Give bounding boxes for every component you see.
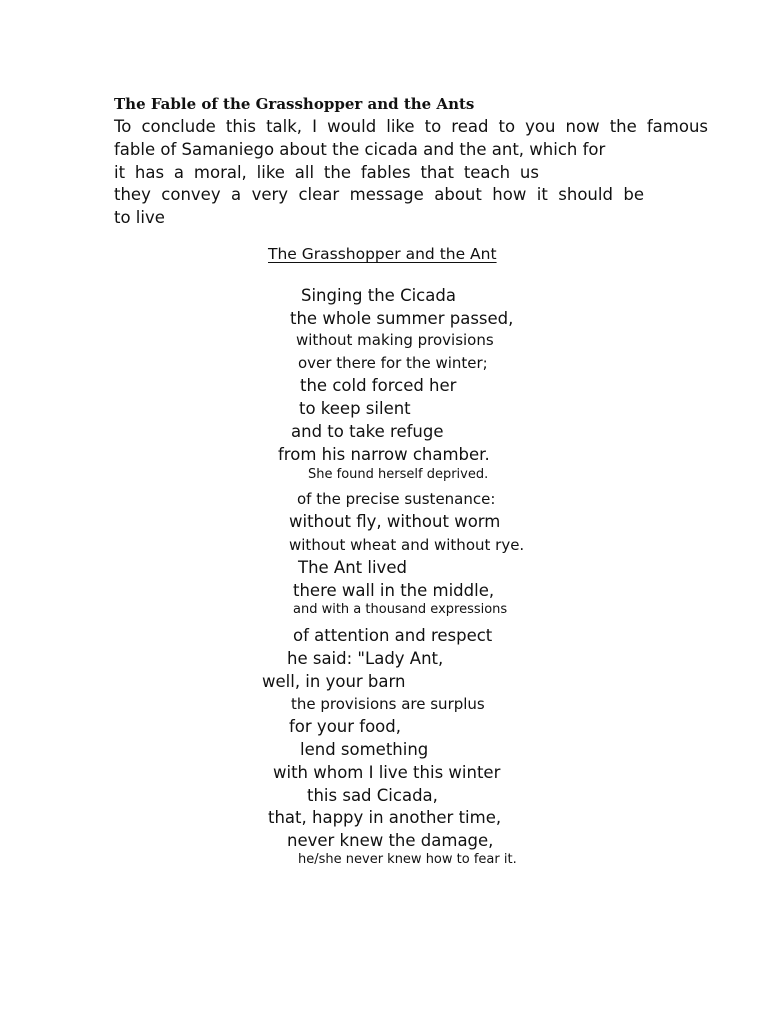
poem-line: to keep silent: [299, 399, 411, 418]
intro-line-3: it has a moral, like all the fables that teach us: [114, 163, 539, 182]
poem-line: the whole summer passed,: [290, 309, 514, 328]
poem-line: well, in your barn: [262, 672, 406, 691]
poem-line: the provisions are surplus: [291, 695, 485, 713]
poem-line: from his narrow chamber.: [278, 445, 490, 464]
poem-line: this sad Cicada,: [307, 786, 438, 805]
poem-line: that, happy in another time,: [268, 808, 502, 827]
poem-line: never knew the damage,: [287, 831, 494, 850]
poem-line: without wheat and without rye.: [289, 536, 525, 554]
poem-line: without fly, without worm: [289, 512, 501, 531]
poem-line: the cold forced her: [300, 376, 457, 395]
poem-line: of attention and respect: [293, 626, 493, 645]
poem-line: without making provisions: [296, 331, 494, 349]
poem-line: there wall in the middle,: [293, 581, 495, 600]
poem-line: with whom I live this winter: [273, 763, 501, 782]
document-title: The Fable of the Grasshopper and the Ants: [114, 95, 475, 113]
poem-line: and with a thousand expressions: [293, 602, 508, 617]
poem-line: and to take refuge: [291, 422, 444, 441]
intro-line-5: to live: [114, 208, 165, 227]
poem-title: The Grasshopper and the Ant: [268, 245, 497, 263]
poem-line: She found herself deprived.: [308, 467, 489, 482]
poem-line: he said: "Lady Ant,: [287, 649, 444, 668]
intro-line-1: To conclude this talk, I would like to read to you now the famous: [114, 117, 708, 136]
intro-line-4: they convey a very clear message about how it should be: [114, 185, 644, 204]
poem-line: The Ant lived: [298, 558, 407, 577]
poem-line: Singing the Cicada: [301, 286, 456, 305]
poem-line: of the precise sustenance:: [297, 490, 496, 508]
poem-line: lend something: [300, 740, 429, 759]
poem-line: for your food,: [289, 717, 401, 736]
poem-line: he/she never knew how to fear it.: [298, 852, 517, 867]
poem-line: over there for the winter;: [298, 354, 488, 372]
intro-line-2: fable of Samaniego about the cicada and the ant, which for: [114, 140, 606, 159]
